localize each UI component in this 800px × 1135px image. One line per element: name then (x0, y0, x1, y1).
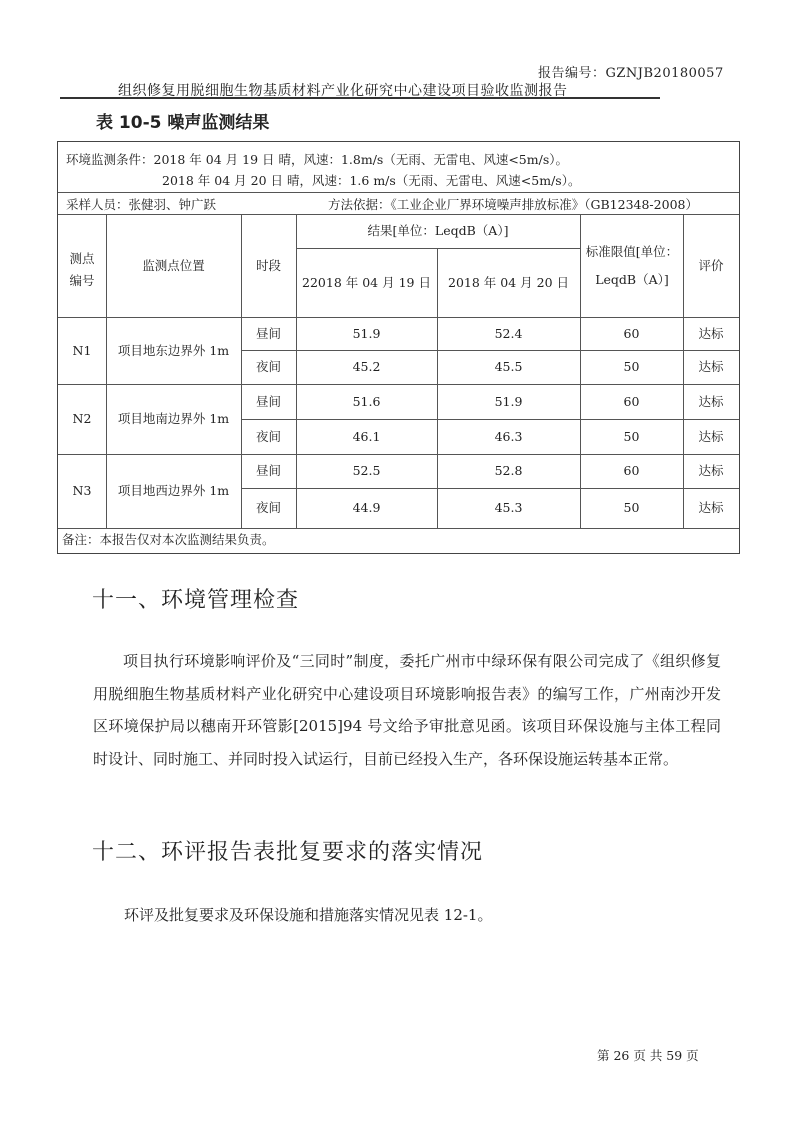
samplers: 采样人员：张健羽、钟广跃 (66, 197, 217, 212)
header-date-1: 22018 年 04 月 19 日 (302, 274, 431, 290)
row-n3-day-period: 昼间 (255, 463, 281, 479)
report-number: 报告编号：GZNJB20180057 (538, 66, 724, 81)
row-n1-night-d2: 45.5 (494, 359, 523, 375)
noise-table (57, 141, 740, 554)
header-location: 监测点位置 (142, 257, 205, 273)
conditions-line-2: 2018 年 04 月 20 日 晴，风速：1.6 m/s（无雨、无雷电、风速<5m/s）。 (162, 173, 581, 188)
hline-conditions (58, 192, 739, 193)
row-n2-day-d2: 51.9 (494, 393, 523, 409)
row-n1-night-d1: 45.2 (352, 359, 381, 375)
header-period: 时段 (255, 257, 281, 273)
row-n2-point: N2 (72, 411, 92, 427)
header-point-no: 测点编号 (69, 250, 95, 288)
table-caption: 表 10-5 噪声监测结果 (96, 113, 270, 133)
row-n2-day-d1: 51.6 (352, 393, 381, 409)
row-n1-day-limit: 60 (623, 325, 640, 341)
header-limit: 标准限值[单位：LeqdB（A）] (585, 244, 679, 287)
row-n2-day-limit: 60 (623, 393, 640, 409)
row-n1-night-eval: 达标 (698, 359, 724, 375)
row-n1-day-period: 昼间 (255, 325, 281, 341)
row-n3-point: N3 (72, 483, 92, 499)
row-n3-day-d2: 52.8 (494, 463, 523, 479)
row-n3-day-limit: 60 (623, 463, 640, 479)
row-n1-day-eval: 达标 (698, 325, 724, 341)
section-11-title: 十一、环境管理检查 (92, 588, 300, 613)
row-n3-night-d1: 44.9 (352, 500, 381, 516)
page-number: 第 26 页 共 59 页 (597, 1048, 699, 1063)
row-n3-night-period: 夜间 (255, 500, 281, 516)
hline-n3-bottom (58, 528, 739, 529)
row-n3-night-eval: 达标 (698, 500, 724, 516)
row-n1-night-period: 夜间 (255, 359, 281, 375)
row-n1-day-d1: 51.9 (352, 325, 381, 341)
row-n3-day-eval: 达标 (698, 463, 724, 479)
row-n2-night-d1: 46.1 (352, 428, 381, 444)
row-n2-night-period: 夜间 (255, 428, 281, 444)
header-date-2: 2018 年 04 月 20 日 (448, 274, 569, 290)
row-n1-day-d2: 52.4 (494, 325, 523, 341)
row-n1-location: 项目地东边界外 1m (117, 342, 230, 358)
header-result: 结果[单位：LeqdB（A）] (367, 223, 509, 239)
row-n1-night-limit: 50 (623, 359, 640, 375)
row-n3-night-d2: 45.3 (494, 500, 523, 516)
section-11-paragraph: 项目执行环境影响评价及“三同时”制度，委托广州市中绿环保有限公司完成了《组织修复用脱细胞生物基质材料产业化研究中心建设项目环境影响报告表》的编写工作，广州南沙开发区环境保护局以穗南开环管影[2015]94 号文给予审批意见函。该项目环保设施与主体工程同时设计、同时施工、并同时投入试运行，目前已经投入生产，各环保设施运转基本正常。 (93, 652, 721, 768)
row-n2-night-d2: 46.3 (494, 428, 523, 444)
section-12-paragraph: 环评及批复要求及环保设施和措施落实情况见表 12-1。 (124, 906, 493, 924)
header-rule (60, 97, 660, 99)
conditions-line-1: 环境监测条件：2018 年 04 月 19 日 晴，风速：1.8m/s（无雨、无雷电、风速<5m/s）。 (66, 152, 568, 167)
row-n3-night-limit: 50 (623, 500, 640, 516)
section-12-title: 十二、环评报告表批复要求的落实情况 (92, 840, 484, 865)
row-n3-day-d1: 52.5 (352, 463, 381, 479)
row-n2-location: 项目地南边界外 1m (117, 411, 230, 427)
row-n2-night-limit: 50 (623, 428, 640, 444)
row-n3-location: 项目地西边界外 1m (117, 483, 230, 499)
row-n2-day-eval: 达标 (698, 393, 724, 409)
row-n2-day-period: 昼间 (255, 393, 281, 409)
row-n1-point: N1 (72, 342, 92, 358)
row-n2-night-eval: 达标 (698, 428, 724, 444)
header-title: 组织修复用脱细胞生物基质材料产业化研究中心建设项目验收监测报告 (118, 83, 568, 99)
header-evaluation: 评价 (698, 257, 724, 273)
method-basis: 方法依据：《工业企业厂界环境噪声排放标准》（GB12348-2008） (328, 197, 698, 212)
table-note: 备注：本报告仅对本次监测结果负责。 (62, 532, 275, 547)
